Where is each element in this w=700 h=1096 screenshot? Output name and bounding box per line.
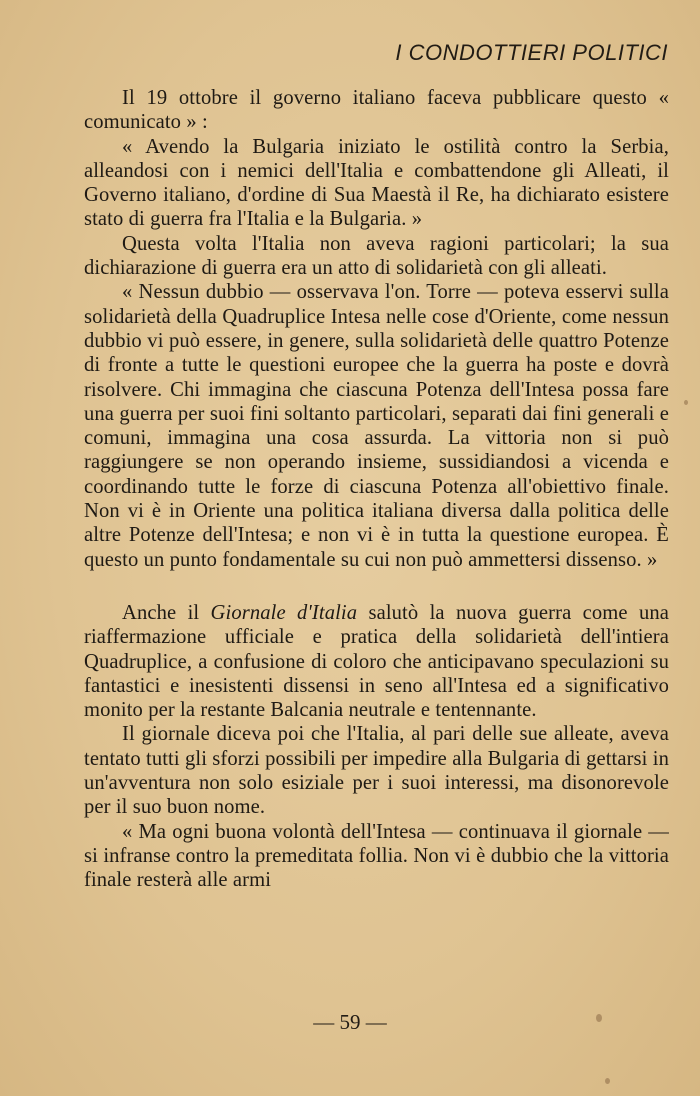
paragraph-efforts: Il giornale diceva poi che l'Italia, al pari delle sue alleate, aveva tentato tutti gli sforzi possibili per impedire alla Bulgaria di gettarsi in un'avventura non solo esiziale per i suoi interessi, ma disonorevole per il suo buon nome. xyxy=(84,723,669,819)
paragraph-giornale-italia-before: Anche il xyxy=(122,601,211,624)
paper-spot xyxy=(684,400,688,405)
paragraph-giornale-italia-after: salutò la nuova guerra come una riaffermazione ufficiale e pratica della solidarietà dell'intiera Quadruplice, a confusione di coloro che anticipavano speculazioni su fantastici e inesistenti dissensi in seno all'Intesa ed a significativo monito per la restante Balcania neutrale e tentennante. xyxy=(84,601,669,722)
running-title: I CONDOTTIERI POLITICI xyxy=(395,40,668,65)
paragraph-solidarity: Questa volta l'Italia non aveva ragioni particolari; la sua dichiarazione di guerra era un atto di solidarietà con gli alleati. xyxy=(84,232,669,280)
paper-spot xyxy=(605,1078,610,1084)
paragraph-good-will-quote: « Ma ogni buona volontà dell'Intesa — continuava il giornale — si infranse contro la premeditata follia. Non vi è dubbio che la vittoria finale resterà alle armi xyxy=(84,820,669,892)
paragraph-torre-quote: « Nessun dubbio — osservava l'on. Torre — poteva esservi sulla solidarietà della Quadruplice Intesa nelle cose d'Oriente, come nessun dubbio vi può essere, in genere, sulla solidarietà delle quattro Potenze di fronte a tutte le questioni europee che la guerra ha poste e dovrà risolvere. Chi immagina che ciascuna Potenza dell'Intesa possa fare una guerra per suoi fini soltanto particolari, separati dai fini generali e comuni, immagina una cosa assurda. La vittoria non si può raggiungere se non operando insieme, sussidiandosi a vicenda e coordinando tutte le forze di ciascuna Potenza all'obiettivo finale. Non vi è in Oriente una politica italiana diversa dalla politica delle altre Potenze dell'Intesa; e non vi è in tutta la questione europea. È questo un punto fondamentale su cui non può ammettersi dissenso. » xyxy=(84,281,669,571)
paragraph-communique-intro: Il 19 ottobre il governo italiano faceva pubblicare questo « comunicato » : xyxy=(84,87,669,134)
paragraph-communique-quote: « Avendo la Bulgaria iniziato le ostilità contro la Serbia, alleandosi con i nemici dell'Italia e combattendone gli Alleati, il Governo italiano, d'ordine di Sua Maestà il Re, ha dichiarato esistere stato di guerra fra l'Italia e la Bulgaria. » xyxy=(84,135,669,231)
paragraph-giornale-italia xyxy=(84,601,669,722)
body-text xyxy=(84,86,669,893)
paper-spot xyxy=(596,1014,602,1022)
newspaper-title: Giornale d'Italia xyxy=(210,601,358,624)
page-number: — 59 — xyxy=(313,1010,387,1034)
